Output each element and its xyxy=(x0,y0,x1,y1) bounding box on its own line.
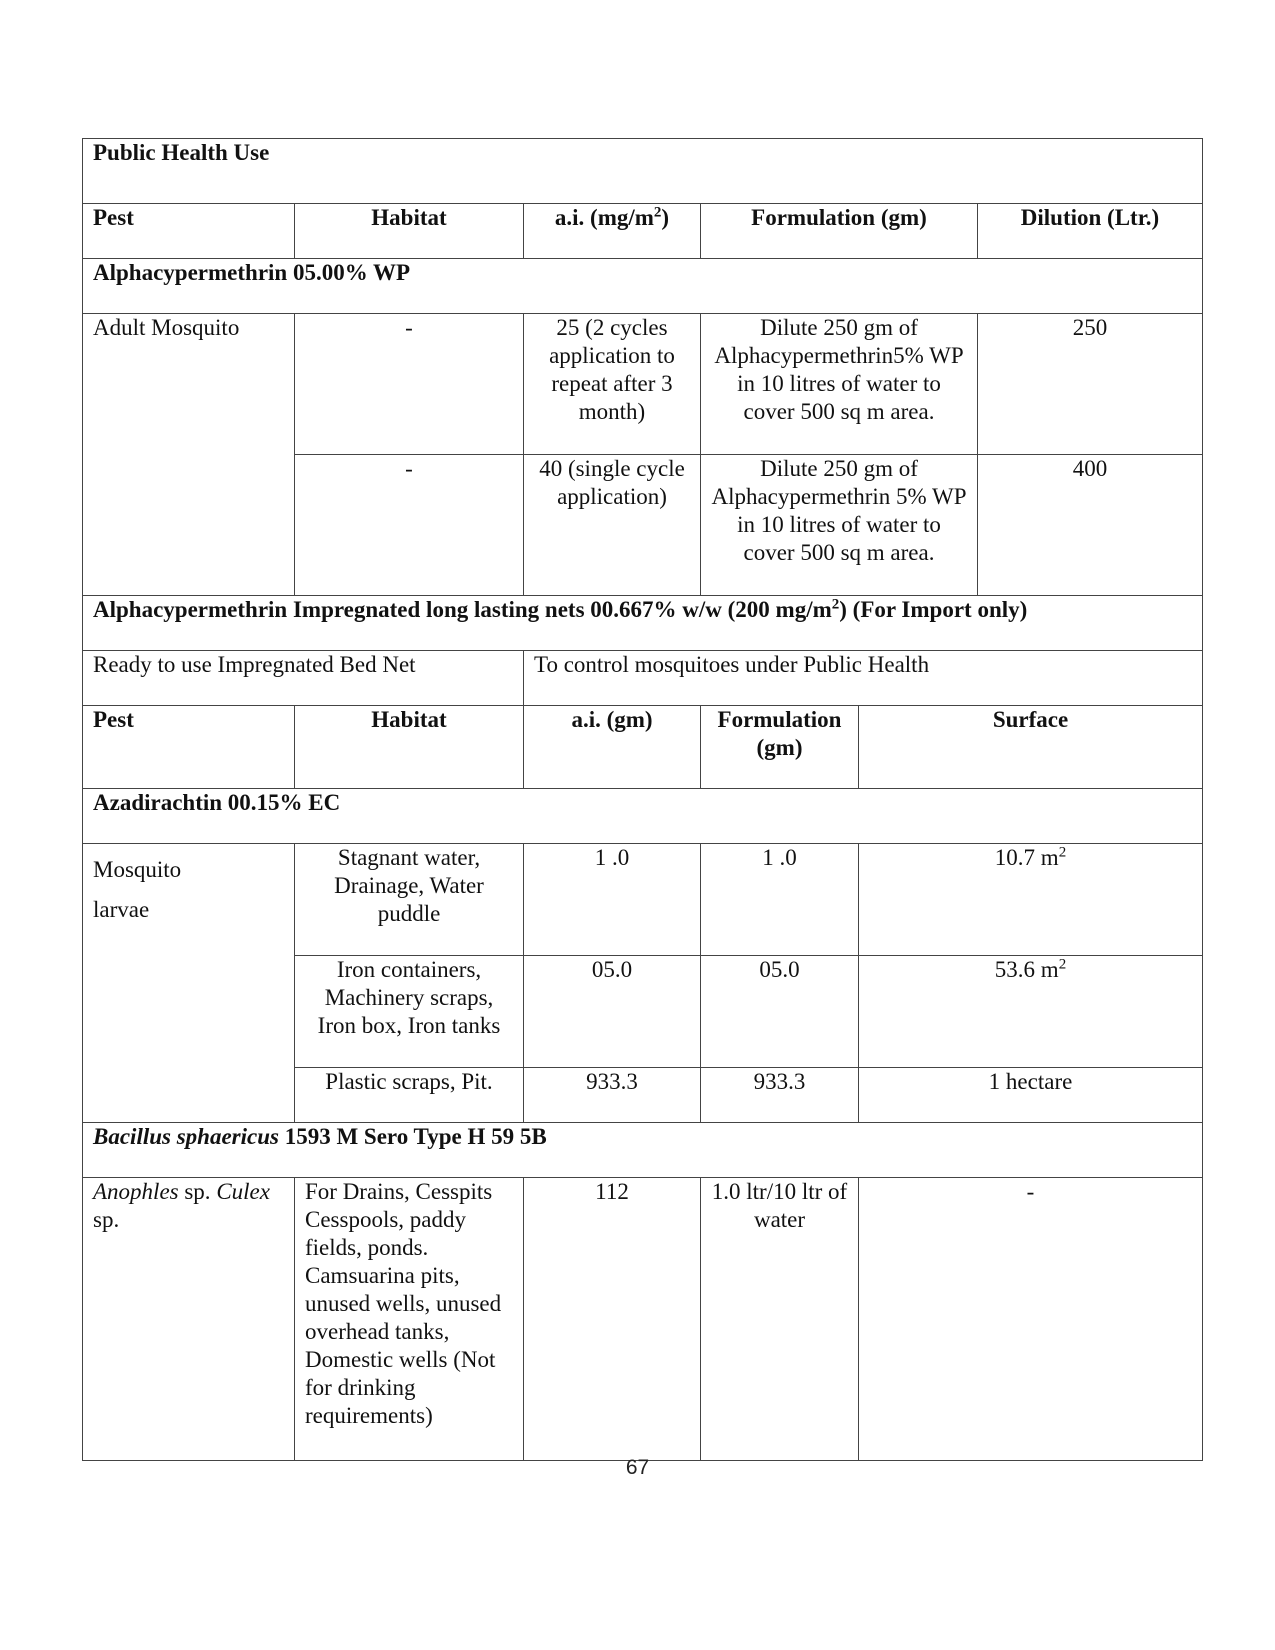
col-header-habitat: Habitat xyxy=(295,204,524,259)
pest-text: sp. xyxy=(178,1179,217,1204)
col-header-pest: Pest xyxy=(83,706,295,789)
dilution-cell: 250 xyxy=(978,314,1203,455)
ai-cell: 40 (single cycle application) xyxy=(524,455,701,596)
section-title-alphacypermethrin-wp: Alphacypermethrin 05.00% WP xyxy=(83,259,1203,314)
surface-value: 1 hectare xyxy=(988,1069,1073,1094)
habitat-cell: Plastic scraps, Pit. xyxy=(295,1068,524,1123)
table-row xyxy=(83,651,1203,706)
col-header-formulation: Formulation (gm) xyxy=(701,204,978,259)
ai-cell: 25 (2 cycles application to repeat after 3 month) xyxy=(524,314,701,455)
col-header-ai-text: a.i. (mg/m xyxy=(554,205,654,230)
col-header-dilution: Dilution (Ltr.) xyxy=(978,204,1203,259)
formulation-cell: Dilute 250 gm of Alphacypermethrin 5% WP in 10 litres of water to cover 500 sq m area. xyxy=(701,455,978,596)
section-title-text: Alphacypermethrin Impregnated long lasting nets 00.667% w/w (200 mg/m xyxy=(93,597,832,622)
pest-cell xyxy=(83,844,295,1123)
section-title-text: 1593 M Sero Type H 59 5B xyxy=(278,1124,547,1149)
col-header-surface: Surface xyxy=(859,706,1203,789)
section-title-impregnated-nets xyxy=(83,596,1203,651)
surface-sup: 2 xyxy=(1058,844,1067,861)
ai-cell: 112 xyxy=(524,1178,701,1461)
section-title-bacillus xyxy=(83,1123,1203,1178)
surface-cell: - xyxy=(859,1178,1203,1461)
formulation-cell: 1 .0 xyxy=(701,844,859,956)
formulation-cell: 933.3 xyxy=(701,1068,859,1123)
col-header-ai: a.i. (gm) xyxy=(524,706,701,789)
formulation-cell: 1.0 ltr/10 ltr of water xyxy=(701,1178,859,1461)
formulation-cell: Dilute 250 gm of Alphacypermethrin5% WP in 10 litres of water to cover 500 sq m area. xyxy=(701,314,978,455)
surface-sup: 2 xyxy=(1058,956,1067,973)
ai-cell: 05.0 xyxy=(524,956,701,1068)
purpose-cell: To control mosquitoes under Public Health xyxy=(524,651,1203,706)
header-row xyxy=(83,204,1203,259)
section-title-azadirachtin: Azadirachtin 00.15% EC xyxy=(83,789,1203,844)
col-header-formulation: Formulation (gm) xyxy=(701,706,859,789)
pest-cell xyxy=(83,1178,295,1461)
pest-genus: Anophles xyxy=(93,1179,179,1204)
section-title-italic: Bacillus sphaericus xyxy=(93,1124,279,1149)
header-row xyxy=(83,706,1203,789)
public-health-use-table xyxy=(82,138,1203,1461)
document-page xyxy=(82,138,1202,1461)
surface-cell xyxy=(859,844,1203,956)
table-row xyxy=(83,314,1203,455)
col-header-habitat: Habitat xyxy=(295,706,524,789)
surface-value: 10.7 m xyxy=(994,845,1059,870)
col-header-ai-close: ) xyxy=(661,205,670,230)
ai-cell: 1 .0 xyxy=(524,844,701,956)
dilution-cell: 400 xyxy=(978,455,1203,596)
col-header-ai xyxy=(524,204,701,259)
habitat-cell: - xyxy=(295,314,524,455)
col-header-ai-sup: 2 xyxy=(653,204,662,221)
pest-genus: Culex xyxy=(216,1179,270,1204)
table-row xyxy=(83,844,1203,956)
product-cell: Ready to use Impregnated Bed Net xyxy=(83,651,524,706)
section-title-text-end: ) (For Import only) xyxy=(839,597,1028,622)
table-title: Public Health Use xyxy=(83,139,1203,204)
surface-cell xyxy=(859,1068,1203,1123)
surface-value: 53.6 m xyxy=(994,957,1059,982)
pest-cell: Adult Mosquito xyxy=(83,314,295,596)
habitat-cell: - xyxy=(295,455,524,596)
section-title-sup: 2 xyxy=(831,596,840,613)
page-number: 67 xyxy=(625,1456,650,1479)
ai-cell: 933.3 xyxy=(524,1068,701,1123)
pest-text: sp. xyxy=(93,1207,120,1232)
habitat-cell: For Drains, Cesspits Cesspools, paddy fields, ponds. Camsuarina pits, unused wells, unused overhead tanks, Domestic wells (Not for drinking requirements) xyxy=(295,1178,524,1461)
habitat-cell: Stagnant water, Drainage, Water puddle xyxy=(295,844,524,956)
formulation-cell: 05.0 xyxy=(701,956,859,1068)
table-row xyxy=(83,1178,1203,1461)
col-header-pest: Pest xyxy=(83,204,295,259)
surface-cell xyxy=(859,956,1203,1068)
pest-line: larvae xyxy=(93,897,150,922)
pest-line: Mosquito xyxy=(93,857,182,882)
habitat-cell: Iron containers, Machinery scraps, Iron box, Iron tanks xyxy=(295,956,524,1068)
